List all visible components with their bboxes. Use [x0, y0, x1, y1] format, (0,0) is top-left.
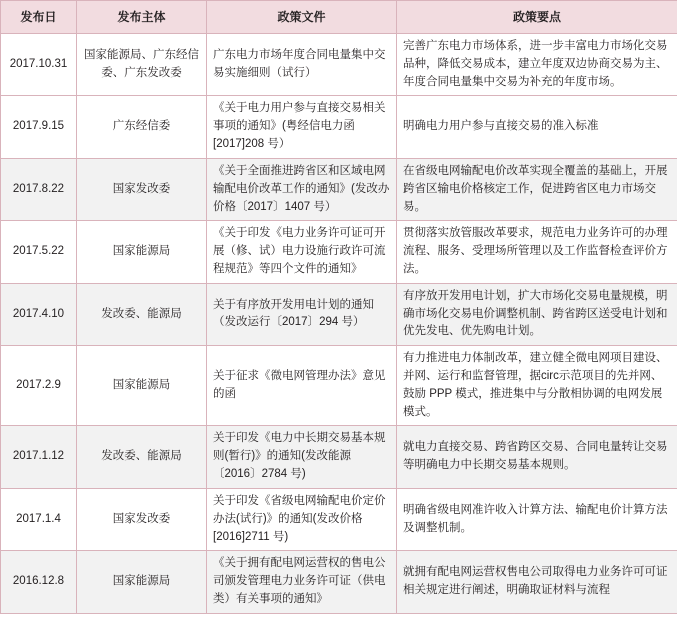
column-header-date: 发布日: [1, 1, 77, 34]
column-header-issuer: 发布主体: [77, 1, 207, 34]
column-header-document: 政策文件: [207, 1, 397, 34]
cell-issuer: 发改委、能源局: [77, 283, 207, 345]
cell-date: 2017.4.10: [1, 283, 77, 345]
table-row: [1, 158, 677, 220]
cell-document: 《关于印发《电力业务许可证可开展（修、试）电力设施行政许可流程规范》等四个文件的通知》: [207, 221, 397, 283]
cell-document: 广东电力市场年度合同电量集中交易实施细则（试行）: [207, 34, 397, 96]
cell-document: 关于有序放开发用电计划的通知（发改运行〔2017〕294 号）: [207, 283, 397, 345]
cell-points: 就拥有配电网运营权售电公司取得电力业务许可可证相关规定进行阐述，明确取证材料与流程: [397, 551, 677, 613]
cell-points: 有序放开发用电计划，扩大市场化交易电量规模，明确市场化交易电价调整机制、跨省跨区送受电计划和优先发电、优先购电计划。: [397, 283, 677, 345]
table-header: [1, 1, 677, 34]
cell-date: 2017.2.9: [1, 346, 77, 426]
table-row: [1, 34, 677, 96]
cell-date: 2017.8.22: [1, 158, 77, 220]
table-header-row: [1, 1, 677, 34]
cell-document: 《关于拥有配电网运营权的售电公司颁发管理电力业务许可证（供电类）有关事项的通知》: [207, 551, 397, 613]
table-row: [1, 283, 677, 345]
cell-issuer: 发改委、能源局: [77, 426, 207, 488]
cell-issuer: 国家发改委: [77, 158, 207, 220]
cell-points: 贯彻落实放管服改革要求，规范电力业务许可的办理流程、服务、受理场所管理以及工作监督检查评价方法。: [397, 221, 677, 283]
cell-document: 关于印发《省级电网输配电价定价办法(试行)》的通知(发改价格[2016]2711 号): [207, 488, 397, 550]
table-row: [1, 488, 677, 550]
table-row: [1, 221, 677, 283]
cell-points: 明确电力用户参与直接交易的准入标准: [397, 96, 677, 158]
cell-issuer: 国家能源局、广东经信委、广东发改委: [77, 34, 207, 96]
cell-issuer: 国家发改委: [77, 488, 207, 550]
cell-points: 明确省级电网准许收入计算方法、输配电价计算方法及调整机制。: [397, 488, 677, 550]
cell-issuer: 国家能源局: [77, 346, 207, 426]
cell-issuer: 国家能源局: [77, 551, 207, 613]
cell-issuer: 国家能源局: [77, 221, 207, 283]
cell-issuer: 广东经信委: [77, 96, 207, 158]
cell-document: 关于征求《微电网管理办法》意见的函: [207, 346, 397, 426]
cell-date: 2016.12.8: [1, 551, 77, 613]
cell-date: 2017.1.12: [1, 426, 77, 488]
cell-date: 2017.1.4: [1, 488, 77, 550]
cell-document: 关于印发《电力中长期交易基本规则(暂行)》的通知(发改能源〔2016〕2784 号): [207, 426, 397, 488]
table-row: [1, 346, 677, 426]
table-row: [1, 96, 677, 158]
cell-points: 就电力直接交易、跨省跨区交易、合同电量转让交易等明确电力中长期交易基本规则。: [397, 426, 677, 488]
table-row: [1, 551, 677, 613]
cell-date: 2017.10.31: [1, 34, 77, 96]
table-row: [1, 426, 677, 488]
cell-date: 2017.9.15: [1, 96, 77, 158]
cell-points: 完善广东电力市场体系，进一步丰富电力市场化交易品种，降低交易成本，建立年度双边协商交易为主、年度合同电量集中交易为补充的年度市场。: [397, 34, 677, 96]
cell-date: 2017.5.22: [1, 221, 77, 283]
cell-points: 在省级电网输配电价改革实现全覆盖的基础上，开展跨省区输电价格核定工作，促进跨省区电力市场交易。: [397, 158, 677, 220]
cell-document: 《关于电力用户参与直接交易相关事项的通知》(粤经信电力函[2017]208 号）: [207, 96, 397, 158]
column-header-points: 政策要点: [397, 1, 677, 34]
cell-points: 有力推进电力体制改革，建立健全微电网项目建设、并网、运行和监督管理，据circ示范项目的先并网、鼓励 PPP 模式，推进集中与分散相协调的电网发展模式。: [397, 346, 677, 426]
table-body: [1, 34, 677, 614]
cell-document: 《关于全面推进跨省区和区域电网输配电价改革工作的通知》(发改办价格〔2017〕1407 号）: [207, 158, 397, 220]
